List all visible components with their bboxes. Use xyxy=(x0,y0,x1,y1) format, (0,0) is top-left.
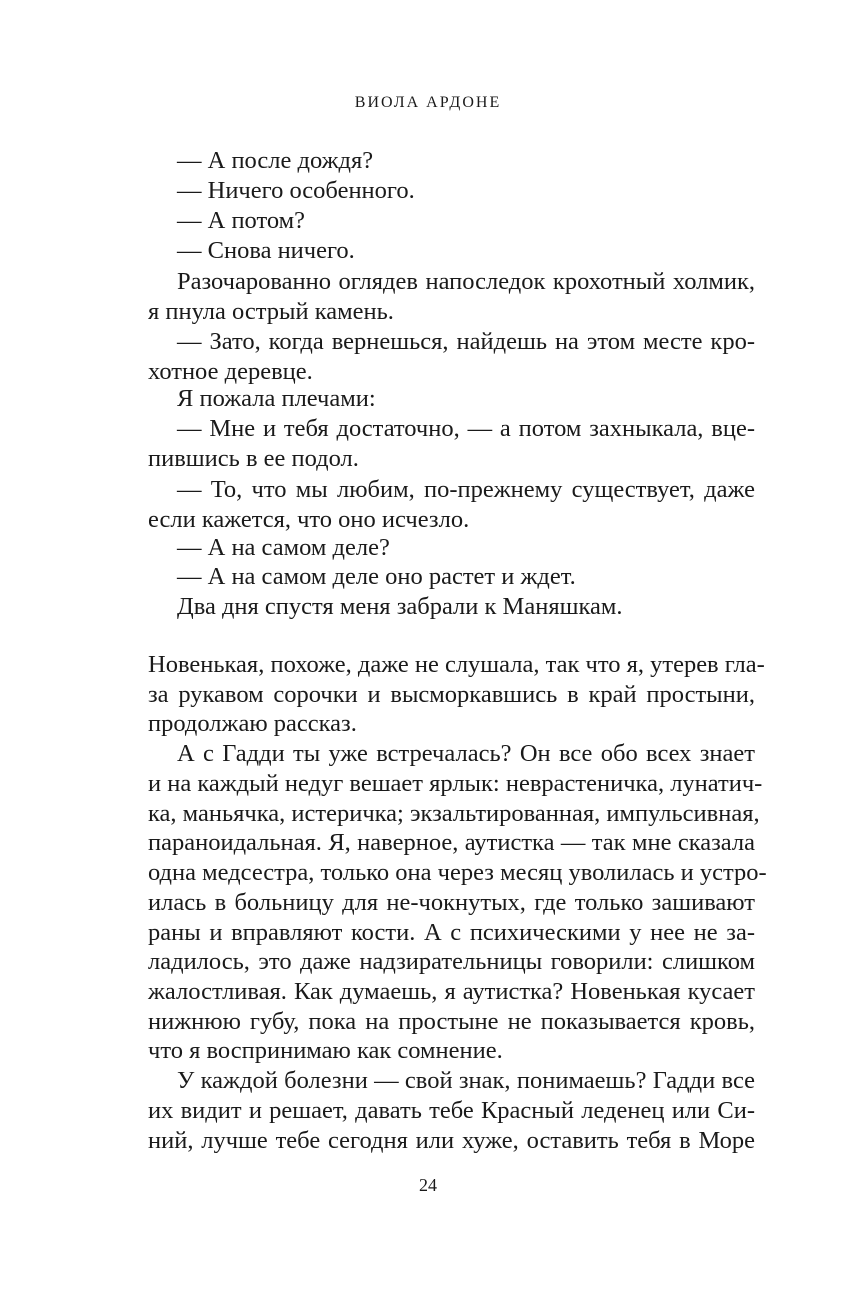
text-line: параноидальная. Я, наверное, аутистка — так мне сказала xyxy=(148,829,755,856)
text-line: за рукавом сорочки и высморкавшись в край простыни, xyxy=(148,681,755,708)
text-line: продолжаю рассказ. xyxy=(148,710,357,737)
text-line: А с Гадди ты уже встречалась? Он все обо всех знает xyxy=(177,740,755,767)
text-line: ний, лучше тебе сегодня или хуже, оставить тебя в Море xyxy=(148,1127,755,1154)
text-line: их видит и решает, давать тебе Красный леденец или Си- xyxy=(148,1097,755,1124)
text-line: ладилось, это даже надзирательницы говорили: слишком xyxy=(148,948,755,975)
text-line: раны и вправляют кости. А с психическими у нее не за- xyxy=(148,919,755,946)
text-line: Я пожала плечами: xyxy=(177,385,376,412)
text-line: пившись в ее подол. xyxy=(148,445,359,472)
text-line: У каждой болезни — свой знак, понимаешь? Гадди все xyxy=(177,1067,755,1094)
text-line: Два дня спустя меня забрали к Маняшкам. xyxy=(177,593,623,620)
text-line: нижнюю губу, пока на простыне не показывается кровь, xyxy=(148,1008,755,1035)
text-line: одна медсестра, только она через месяц уволилась и устро- xyxy=(148,859,767,886)
text-line: — Снова ничего. xyxy=(177,237,355,264)
text-line: — А на самом деле оно растет и ждет. xyxy=(177,563,576,590)
text-line: жалостливая. Как думаешь, я аутистка? Новенькая кусает xyxy=(148,978,755,1005)
text-line: — А на самом деле? xyxy=(177,534,390,561)
text-line: — Ничего особенного. xyxy=(177,177,415,204)
text-line: я пнула острый камень. xyxy=(148,298,394,325)
text-line: что я воспринимаю как сомнение. xyxy=(148,1037,503,1064)
text-line: если кажется, что оно исчезло. xyxy=(148,506,470,533)
text-line: хотное деревце. xyxy=(148,358,313,385)
page-number: 24 xyxy=(419,1175,437,1195)
text-line: Разочарованно оглядев напоследок крохотный холмик, xyxy=(177,268,755,295)
text-line: — То, что мы любим, по-прежнему существует, даже xyxy=(177,476,755,503)
text-line: илась в больницу для не-чокнутых, где только зашивают xyxy=(148,889,755,916)
text-line: — Зато, когда вернешься, найдешь на этом месте кро- xyxy=(177,328,755,355)
text-line: — А после дождя? xyxy=(177,147,374,174)
text-line: ка, маньячка, истеричка; экзальтированная, импульсивная, xyxy=(148,800,760,827)
text-line: — Мне и тебя достаточно, — а потом захныкала, вце- xyxy=(177,415,755,442)
text-line: Новенькая, похоже, даже не слушала, так что я, утерев гла- xyxy=(148,651,765,678)
running-header: ВИОЛА АРДОНЕ xyxy=(354,94,502,111)
text-line: — А потом? xyxy=(177,207,306,234)
text-line: и на каждый недуг вешает ярлык: неврастеничка, лунатич- xyxy=(148,770,763,797)
